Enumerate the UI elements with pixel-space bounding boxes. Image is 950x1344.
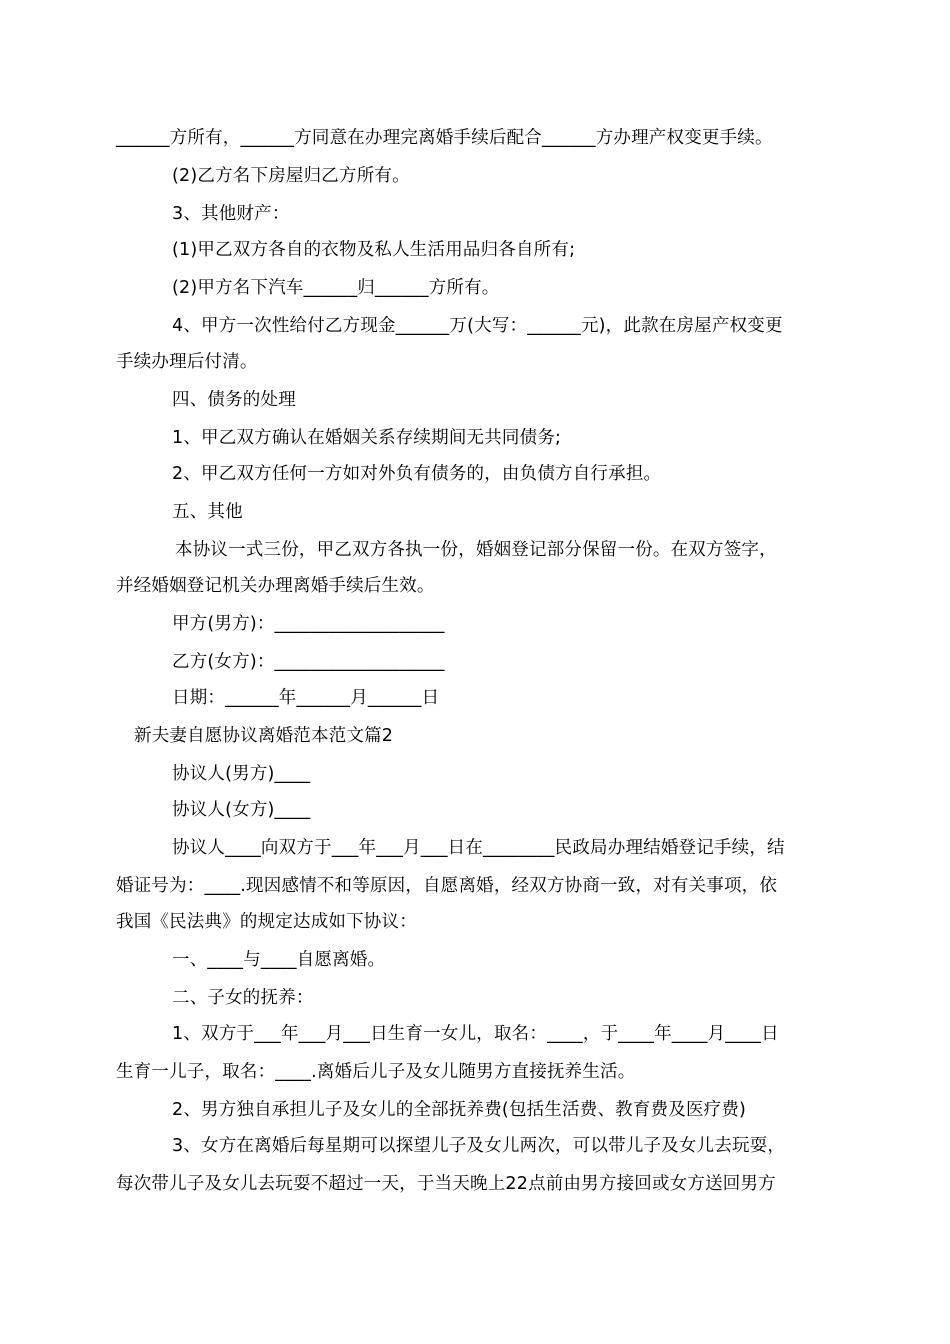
party-line: 协议人(男方)____ [172, 764, 311, 784]
signature-line: 乙方(女方)：___________________ [172, 652, 445, 672]
paragraph-line: 并经婚姻登记机关办理离婚手续后生效。 [116, 576, 435, 596]
paragraph-line: 每次带儿子及女儿去玩耍不超过一天，于当天晚上22点前由男方接回或女方送回男方 [116, 1174, 776, 1194]
section-heading: 四、债务的处理 [172, 390, 296, 410]
paragraph-line: 1、甲乙双方确认在婚姻关系存续期间无共同债务; [172, 428, 562, 448]
paragraph-line: 1、双方于___年___月___日生育一女儿，取名：____，于____年____月____日 [172, 1024, 779, 1044]
section-heading: 五、其他 [172, 502, 243, 522]
paragraph-line: 手续办理后付清。 [116, 352, 258, 372]
paragraph-line: 婚证号为：____.现因感情不和等原因，自愿离婚，经双方协商一致，对有关事项，依 [116, 876, 778, 896]
signature-line: 甲方(男方)：___________________ [172, 614, 445, 634]
paragraph-line: 2、男方独自承担儿子及女儿的全部抚养费(包括生活费、教育费及医疗费) [172, 1100, 747, 1120]
paragraph-line: 本协议一式三份，甲乙双方各执一份，婚姻登记部分保留一份。在双方签字， [175, 540, 777, 560]
paragraph-line: 协议人____向双方于___年___月___日在________民政局办理结婚登记手续，结 [172, 838, 785, 858]
document-subtitle: 新夫妻自愿协议离婚范本范文篇2 [134, 726, 394, 746]
paragraph-line: (2)乙方名下房屋归乙方所有。 [172, 166, 410, 186]
paragraph-line: 3、女方在离婚后每星期可以探望儿子及女儿两次，可以带儿子及女儿去玩耍， [172, 1136, 786, 1156]
paragraph-line: 一、____与____自愿离婚。 [172, 950, 386, 970]
paragraph-line: 2、甲乙双方任何一方如对外负有债务的，由负债方自行承担。 [172, 464, 662, 484]
paragraph-line: 我国《民法典》的规定达成如下协议： [116, 912, 417, 932]
section-heading: 二、子女的抚养： [172, 988, 314, 1008]
paragraph-line: 3、其他财产： [172, 204, 290, 224]
paragraph-line: 4、甲方一次性给付乙方现金______万(大写：______元)，此款在房屋产权变更 [172, 316, 783, 336]
party-line: 协议人(女方)____ [172, 800, 311, 820]
paragraph-line: ______方所有，______方同意在办理完离婚手续后配合______方办理产权变更手续。 [116, 128, 773, 148]
paragraph-line: (1)甲乙双方各自的衣物及私人生活用品归各自所有; [172, 240, 576, 260]
paragraph-line: (2)甲方名下汽车______归______方所有。 [172, 278, 500, 298]
paragraph-line: 生育一儿子，取名：____.离婚后儿子及女儿随男方直接抚养生活。 [116, 1062, 636, 1082]
date-line: 日期：______年______月______日 [172, 688, 440, 708]
